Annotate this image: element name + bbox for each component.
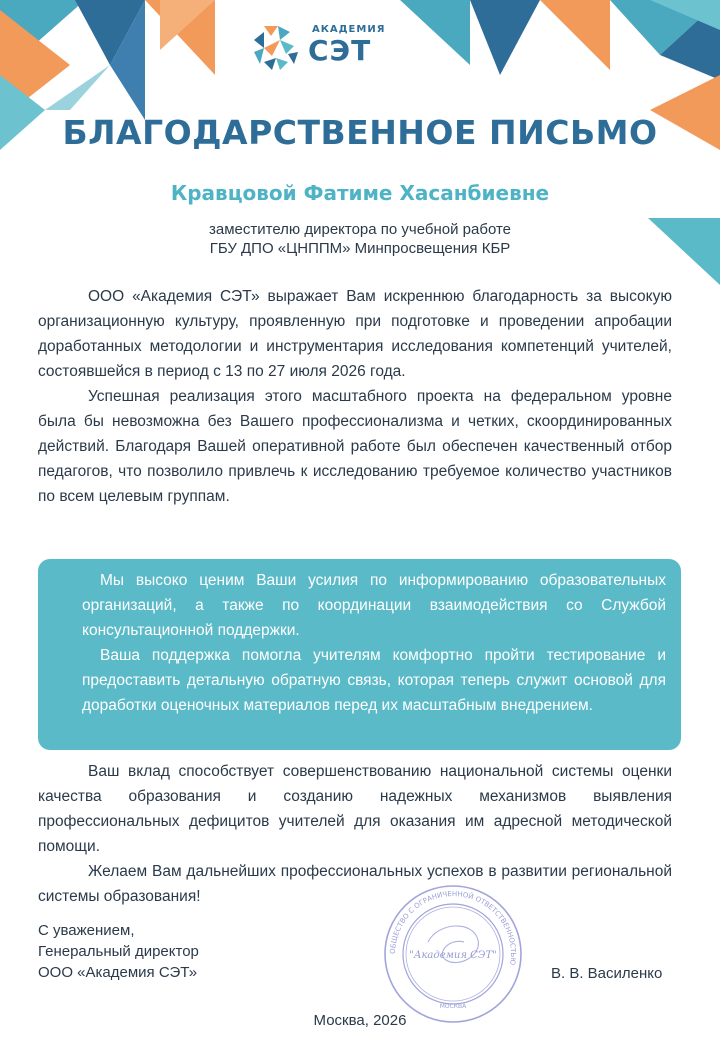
letter-body-top <box>38 284 672 509</box>
deco-triangle <box>540 0 610 70</box>
signatory-name: В. В. Василенко <box>551 965 663 982</box>
deco-triangle <box>470 0 540 75</box>
paragraph-wishes: Желаем Вам дальнейших профессиональных успехов в развитии региональной системы образования! <box>38 863 672 905</box>
city-date: Москва, 2026 <box>313 1012 407 1029</box>
deco-triangle <box>400 0 470 65</box>
signature-block <box>38 920 199 983</box>
highlight-paragraph-1: Мы высоко ценим Ваши усилия по информированию образовательных организаций, а также по координации взаимодействия со Службой консультационной поддержки. <box>82 572 666 639</box>
highlight-paragraph-2: Ваша поддержка помогла учителям комфортно пройти тестирование и предоставить детальную обратную связь, которая теперь служит основой для доработки оценочных материалов перед их масштабным внедрением. <box>82 647 666 714</box>
letter-body-bottom <box>38 759 672 909</box>
academy-set-logo-icon <box>250 22 302 72</box>
highlight-box <box>38 559 681 750</box>
signature-company: ООО «Академия СЭТ» <box>38 964 198 981</box>
stamp-bottom-text: МОСКВА <box>439 1003 467 1010</box>
signature-regards: С уважением, <box>38 922 135 939</box>
recipient-position <box>0 220 720 258</box>
paragraph-gratitude: ООО «Академия СЭТ» выражает Вам искреннюю благодарность за высокую организационную культуру, проявленную при подготовке и проведении апробации доработанных методологии и инструментария исследования компетенций учителей, состоявшейся в период с 13 по 27 июля 2026 года. <box>38 288 672 380</box>
recipient-position-line1: заместителю директора по учебной работе <box>209 221 511 238</box>
recipient-name: Кравцовой Фатиме Хасанбиевне <box>170 181 550 205</box>
logo-text-set: СЭТ <box>308 34 372 67</box>
academy-logo <box>250 22 390 72</box>
recipient-position-line2: ГБУ ДПО «ЦНППМ» Минпросвещения КБР <box>209 240 511 257</box>
letter-title: БЛАГОДАРСТВЕННОЕ ПИСЬМО <box>62 113 658 152</box>
paragraph-contribution: Ваш вклад способствует совершенствованию национальной системы оценки качества образования и созданию надежных механизмов выявления профессиональных дефицитов учителей для оказания им адресной методической помощи. <box>38 763 672 855</box>
stamp-ring-text: ОБЩЕСТВО С ОГРАНИЧЕННОЙ ОТВЕТСТВЕННОСТЬЮ <box>388 889 518 966</box>
logo-text-academy: АКАДЕМИЯ <box>312 24 386 35</box>
company-stamp <box>378 882 528 1027</box>
signature-title: Генеральный директор <box>38 943 199 960</box>
stamp-center-text: "Академия СЭТ" <box>409 950 497 961</box>
paragraph-success: Успешная реализация этого масштабного проекта на федеральном уровне была бы невозможна без Вашего профессионализма и четких, скоординированных действий. Благодаря Вашей оперативной работе был обеспечен качественный отбор педагогов, что позволило привлечь к исследованию требуемое количество участников по всем целевым группам. <box>38 388 672 505</box>
